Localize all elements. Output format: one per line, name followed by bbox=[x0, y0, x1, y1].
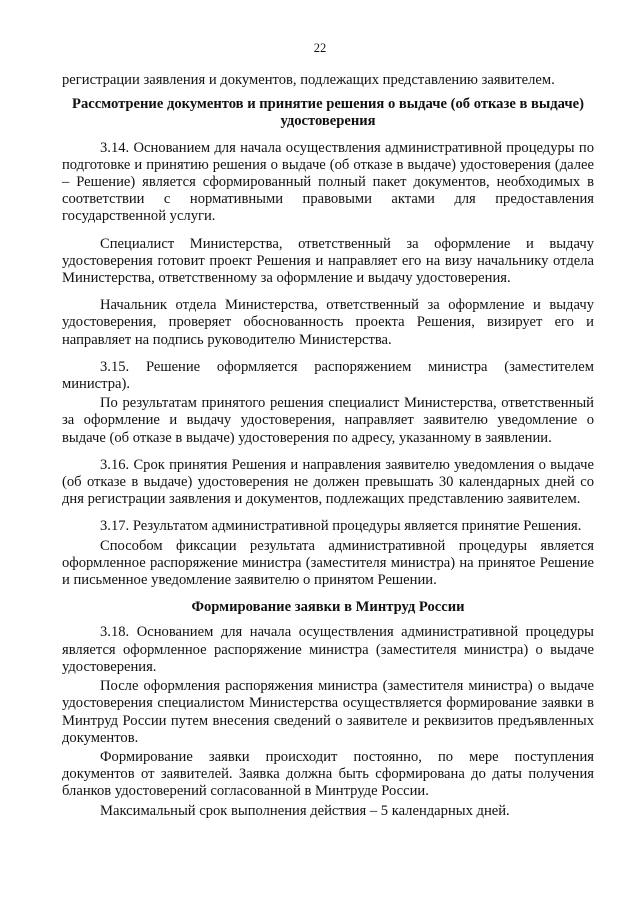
paragraph-specialist: Специалист Министерства, ответственный за оформление и выдачу удостоверения готовит проект Решения и направляет его на визу начальнику отдела Министерства, ответственному за оформление и выдачу удостоверения. bbox=[62, 235, 594, 287]
paragraph-fixation: Способом фиксации результата административной процедуры является оформленное распоряжение министра (заместителя министра) на принятое Решение и письменное уведомление заявителю о принятом Решении. bbox=[62, 537, 594, 589]
lead-text: регистрации заявления и документов, подлежащих представлению заявителем. bbox=[62, 72, 555, 88]
document-body bbox=[62, 72, 594, 820]
paragraph-3-16: 3.16. Срок принятия Решения и направления заявителю уведомления о выдаче (об отказе в выдаче) удостоверения не должен превышать 30 календарных дней со дня регистрации заявления и документов, подлежащих представлению заявителем. bbox=[62, 456, 594, 508]
paragraph-max-term: Максимальный срок выполнения действия – 5 календарных дней. bbox=[100, 802, 510, 819]
paragraph-department-head: Начальник отдела Министерства, ответственный за оформление и выдачу удостоверения, проверяет обоснованность проекта Решения, визирует его и направляет на подпись руководителю Министерства. bbox=[62, 297, 594, 348]
paragraph-notification: По результатам принятого решения специалист Министерства, ответственный за оформление и выдачу удостоверения, направляет заявителю уведомление о выдаче (об отказе в выдаче) удостоверения по адресу, указанному в заявлении. bbox=[62, 395, 594, 446]
section-heading-mintrud-request: Формирование заявки в Минтруд России bbox=[191, 599, 465, 616]
section-heading-review: Рассмотрение документов и принятие решения о выдаче (об отказе в выдаче) удостоверения bbox=[72, 96, 584, 130]
paragraph-3-17: 3.17. Результатом административной процедуры является принятие Решения. bbox=[100, 518, 582, 535]
paragraph-3-14: 3.14. Основанием для начала осуществления административной процедуры по подготовке и принятию решения о выдаче (об отказе в выдаче) удостоверения (далее – Решение) является сформированный полный пакет документов, необходимых в соответствии с нормативными правовыми актами для предоставления государственной услуги. bbox=[62, 139, 594, 225]
paragraph-3-15: 3.15. Решение оформляется распоряжением министра (заместителем министра). bbox=[62, 358, 594, 393]
paragraph-request-forming: После оформления распоряжения министра (заместителя министра) о выдаче удостоверения специалистом Министерства осуществляется формирование заявки в Минтруд России путем внесения сведений о заявителе и реквизитов предъявленных документов. bbox=[62, 678, 594, 746]
paragraph-3-18: 3.18. Основанием для начала осуществления административной процедуры является оформленное распоряжение министра (заместителя министра) о выдаче удостоверения. bbox=[62, 624, 594, 675]
page-number: 22 bbox=[313, 41, 327, 55]
paragraph-request-timing: Формирование заявки происходит постоянно, по мере поступления документов от заявителей. Заявка должна быть сформирована до даты получения бланков удостоверений согласованной в Минтруде России. bbox=[62, 748, 594, 800]
